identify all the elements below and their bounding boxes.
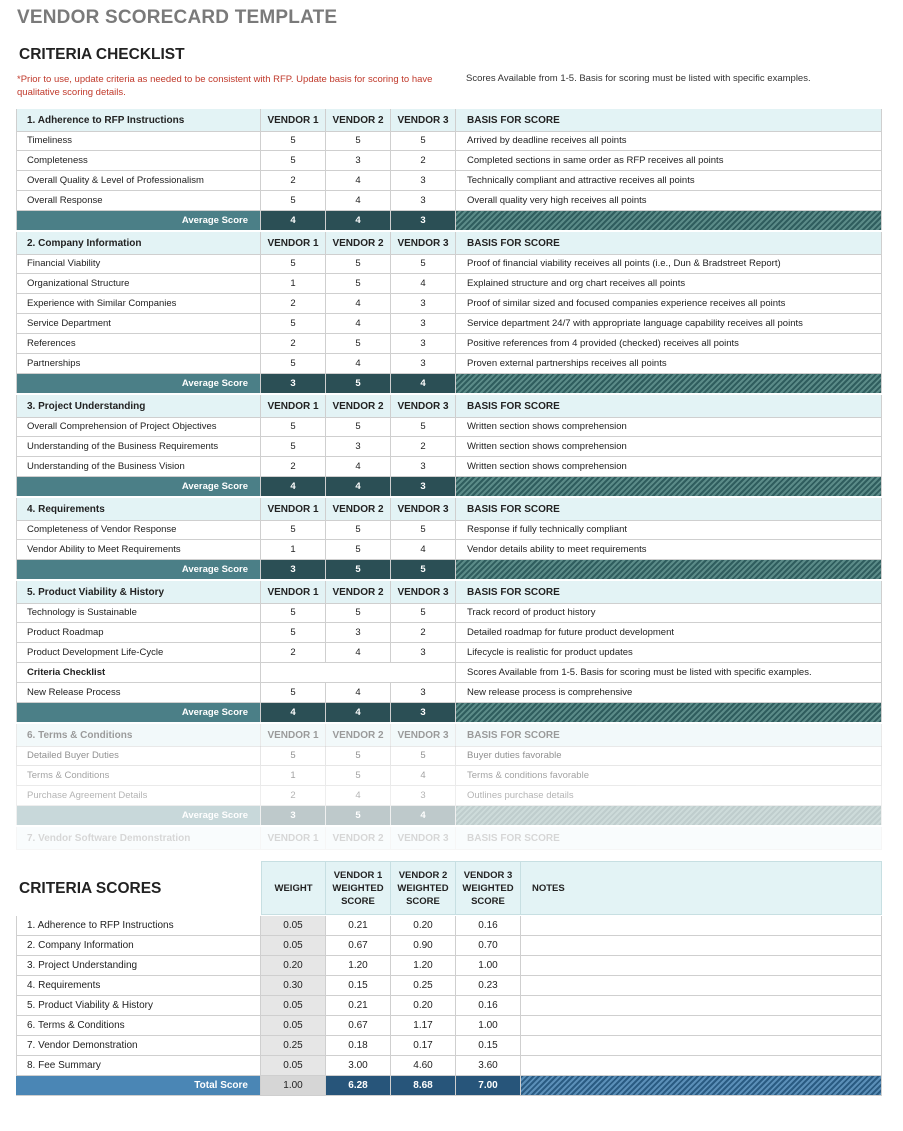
score-row bbox=[16, 916, 882, 936]
score-criteria-label: 5. Product Viability & History bbox=[16, 996, 261, 1016]
criteria-row bbox=[16, 457, 882, 477]
vendor3-weighted-score: 1.00 bbox=[456, 956, 521, 976]
criteria-label: Purchase Agreement Details bbox=[16, 786, 261, 805]
average-score-row bbox=[16, 703, 882, 723]
basis-text[interactable]: Response if fully technically compliant bbox=[456, 520, 882, 539]
score-row bbox=[16, 1056, 882, 1076]
weight-value[interactable]: 0.05 bbox=[261, 916, 326, 936]
vendor2-col-header: VENDOR 2 bbox=[326, 232, 391, 254]
vendor1-weighted-header: VENDOR 1 WEIGHTED SCORE bbox=[326, 861, 391, 915]
vendor2-score[interactable]: 5 bbox=[326, 766, 391, 785]
vendor3-average: 4 bbox=[391, 806, 456, 825]
vendor1-score[interactable]: 5 bbox=[261, 417, 326, 436]
vendor3-col-header: VENDOR 3 bbox=[391, 109, 456, 131]
vendor1-weighted-score: 0.67 bbox=[326, 1016, 391, 1036]
vendor1-score[interactable]: 1 bbox=[261, 766, 326, 785]
vendor1-score[interactable]: 5 bbox=[261, 603, 326, 622]
basis-text[interactable]: Detailed roadmap for future product development bbox=[456, 623, 882, 642]
criteria-row bbox=[16, 520, 882, 540]
section-title: 4. Requirements bbox=[16, 498, 261, 520]
weight-value[interactable]: 0.05 bbox=[261, 936, 326, 956]
vendor3-total: 7.00 bbox=[456, 1076, 521, 1096]
average-hatch bbox=[456, 477, 882, 496]
vendor2-weighted-score: 0.17 bbox=[391, 1036, 456, 1056]
vendor3-score[interactable]: 3 bbox=[391, 191, 456, 210]
vendor3-weighted-score: 0.16 bbox=[456, 996, 521, 1016]
score-row bbox=[16, 996, 882, 1016]
weight-value[interactable]: 0.05 bbox=[261, 1056, 326, 1076]
vendor2-score[interactable]: 3 bbox=[326, 151, 391, 170]
average-score-label: Average Score bbox=[16, 211, 261, 230]
vendor3-average: 3 bbox=[391, 211, 456, 230]
average-hatch bbox=[456, 703, 882, 722]
vendor3-score[interactable]: 5 bbox=[391, 254, 456, 273]
vendor1-score[interactable]: 5 bbox=[261, 520, 326, 539]
vendor3-score[interactable]: 3 bbox=[391, 643, 456, 662]
criteria-row bbox=[16, 766, 882, 786]
average-score-label: Average Score bbox=[16, 703, 261, 722]
vendor1-weighted-score: 0.21 bbox=[326, 996, 391, 1016]
vendor3-score[interactable]: 3 bbox=[391, 786, 456, 805]
score-criteria-label: 6. Terms & Conditions bbox=[16, 1016, 261, 1036]
basis-col-header: BASIS FOR SCORE bbox=[456, 724, 882, 746]
vendor3-score[interactable]: 3 bbox=[391, 683, 456, 702]
vendor2-score[interactable]: 5 bbox=[326, 746, 391, 765]
vendor1-col-header: VENDOR 1 bbox=[261, 395, 326, 417]
criteria-row bbox=[16, 603, 882, 623]
vendor2-weighted-score: 0.20 bbox=[391, 996, 456, 1016]
criteria-row bbox=[16, 643, 882, 663]
vendor3-weighted-score: 0.16 bbox=[456, 916, 521, 936]
criteria-label: Overall Response bbox=[16, 191, 261, 210]
vendor3-weighted-score: 1.00 bbox=[456, 1016, 521, 1036]
vendor1-score[interactable]: 2 bbox=[261, 643, 326, 662]
vendor2-score[interactable]: 5 bbox=[326, 274, 391, 293]
vendor3-col-header: VENDOR 3 bbox=[391, 724, 456, 746]
basis-text[interactable]: Technically compliant and attractive receives all points bbox=[456, 171, 882, 190]
vendor1-score[interactable]: 5 bbox=[261, 151, 326, 170]
page-title: VENDOR SCORECARD TEMPLATE bbox=[17, 7, 338, 28]
average-hatch bbox=[456, 374, 882, 393]
vendor1-col-header: VENDOR 1 bbox=[261, 827, 326, 849]
average-score-row bbox=[16, 560, 882, 580]
criteria-row bbox=[16, 294, 882, 314]
criteria-scores-title: CRITERIA SCORES bbox=[19, 879, 162, 897]
section-title: 6. Terms & Conditions bbox=[16, 724, 261, 746]
vendor1-score[interactable]: 2 bbox=[261, 294, 326, 313]
weight-header: WEIGHT bbox=[261, 861, 326, 915]
basis-text[interactable]: Track record of product history bbox=[456, 603, 882, 622]
vendor3-col-header: VENDOR 3 bbox=[391, 498, 456, 520]
vendor1-col-header: VENDOR 1 bbox=[261, 724, 326, 746]
vendor1-score[interactable]: 1 bbox=[261, 540, 326, 559]
vendor1-score[interactable]: 2 bbox=[261, 786, 326, 805]
criteria-label: New Release Process bbox=[16, 683, 261, 702]
vendor2-score[interactable]: 4 bbox=[326, 294, 391, 313]
score-row bbox=[16, 976, 882, 996]
score-row bbox=[16, 1016, 882, 1036]
basis-text[interactable]: Written section shows comprehension bbox=[456, 417, 882, 436]
criteria-label: Overall Quality & Level of Professionalism bbox=[16, 171, 261, 190]
notes-cell[interactable] bbox=[521, 916, 882, 936]
vendor2-total: 8.68 bbox=[391, 1076, 456, 1096]
vendor3-score[interactable]: 3 bbox=[391, 334, 456, 353]
basis-text[interactable]: Overall quality very high receives all points bbox=[456, 191, 882, 210]
vendor3-score[interactable]: 4 bbox=[391, 766, 456, 785]
notes-cell[interactable] bbox=[521, 1016, 882, 1036]
vendor2-weighted-score: 1.20 bbox=[391, 956, 456, 976]
vendor1-score[interactable]: 5 bbox=[261, 254, 326, 273]
vendor1-average: 3 bbox=[261, 374, 326, 393]
basis-text[interactable]: Terms & conditions favorable bbox=[456, 766, 882, 785]
criteria-label: Terms & Conditions bbox=[16, 766, 261, 785]
vendor2-score[interactable]: 4 bbox=[326, 786, 391, 805]
average-score-row bbox=[16, 806, 882, 826]
score-criteria-label: 4. Requirements bbox=[16, 976, 261, 996]
criteria-row bbox=[16, 417, 882, 437]
vendor2-score[interactable]: 4 bbox=[326, 191, 391, 210]
vendor3-col-header: VENDOR 3 bbox=[391, 827, 456, 849]
vendor3-average: 4 bbox=[391, 374, 456, 393]
vendor1-score[interactable]: 5 bbox=[261, 191, 326, 210]
criteria-label: Product Development Life-Cycle bbox=[16, 643, 261, 662]
average-score-label: Average Score bbox=[16, 477, 261, 496]
vendor2-score[interactable]: 4 bbox=[326, 457, 391, 476]
section-title: 7. Vendor Software Demonstration bbox=[16, 827, 261, 849]
vendor1-average: 4 bbox=[261, 211, 326, 230]
average-hatch bbox=[456, 211, 882, 230]
basis-text[interactable]: Written section shows comprehension bbox=[456, 457, 882, 476]
vendor2-score[interactable]: 4 bbox=[326, 314, 391, 333]
criteria-row bbox=[16, 191, 882, 211]
criteria-label: Understanding of the Business Vision bbox=[16, 457, 261, 476]
vendor1-score[interactable]: 5 bbox=[261, 623, 326, 642]
vendor3-score[interactable]: 2 bbox=[391, 623, 456, 642]
basis-text[interactable]: Proven external partnerships receives all points bbox=[456, 354, 882, 373]
vendor1-score[interactable]: 5 bbox=[261, 131, 326, 150]
section-header bbox=[16, 232, 882, 255]
vendor2-average: 4 bbox=[326, 477, 391, 496]
vendor3-score[interactable]: 3 bbox=[391, 294, 456, 313]
average-score-row bbox=[16, 374, 882, 394]
criteria-label: Financial Viability bbox=[16, 254, 261, 273]
vendor1-weighted-score: 3.00 bbox=[326, 1056, 391, 1076]
criteria-label: References bbox=[16, 334, 261, 353]
criteria-row bbox=[16, 746, 882, 766]
score-criteria-label: 1. Adherence to RFP Instructions bbox=[16, 916, 261, 936]
vendor2-score[interactable]: 4 bbox=[326, 683, 391, 702]
criteria-label: Timeliness bbox=[16, 131, 261, 150]
average-score-row bbox=[16, 211, 882, 231]
vendor3-weighted-score: 0.15 bbox=[456, 1036, 521, 1056]
basis-col-header: BASIS FOR SCORE bbox=[456, 232, 882, 254]
vendor2-score[interactable]: 5 bbox=[326, 520, 391, 539]
average-score-label: Average Score bbox=[16, 806, 261, 825]
total-weight: 1.00 bbox=[261, 1076, 326, 1096]
basis-text[interactable]: Outlines purchase details bbox=[456, 786, 882, 805]
vendor2-score[interactable]: 5 bbox=[326, 131, 391, 150]
vendor2-score[interactable]: 4 bbox=[326, 171, 391, 190]
average-hatch bbox=[456, 560, 882, 579]
criteria-row bbox=[16, 254, 882, 274]
vendor2-weighted-score: 0.25 bbox=[391, 976, 456, 996]
basis-text[interactable]: Written section shows comprehension bbox=[456, 437, 882, 456]
vendor3-average: 5 bbox=[391, 560, 456, 579]
basis-text: Scores Available from 1-5. Basis for scoring must be listed with specific examples. bbox=[456, 663, 882, 682]
vendor2-average: 5 bbox=[326, 560, 391, 579]
section-header bbox=[16, 581, 882, 604]
section-header bbox=[16, 395, 882, 418]
vendor3-score[interactable]: 2 bbox=[391, 437, 456, 456]
average-hatch bbox=[456, 806, 882, 825]
basis-col-header: BASIS FOR SCORE bbox=[456, 109, 882, 131]
notes-cell[interactable] bbox=[521, 1036, 882, 1056]
vendor3-score[interactable]: 5 bbox=[391, 520, 456, 539]
vendor1-col-header: VENDOR 1 bbox=[261, 581, 326, 603]
criteria-label: Completeness bbox=[16, 151, 261, 170]
criteria-label: Partnerships bbox=[16, 354, 261, 373]
vendor1-score[interactable]: 5 bbox=[261, 354, 326, 373]
vendor3-score[interactable]: 5 bbox=[391, 746, 456, 765]
vendor3-weighted-score: 0.70 bbox=[456, 936, 521, 956]
score-row bbox=[16, 1036, 882, 1056]
section-header bbox=[16, 827, 882, 850]
criteria-label: Detailed Buyer Duties bbox=[16, 746, 261, 765]
criteria-row bbox=[16, 354, 882, 374]
vendor2-score[interactable]: 3 bbox=[326, 437, 391, 456]
vendor3-score[interactable]: 5 bbox=[391, 417, 456, 436]
criteria-row bbox=[16, 663, 882, 683]
basis-text[interactable]: Arrived by deadline receives all points bbox=[456, 131, 882, 150]
vendor3-score[interactable]: 3 bbox=[391, 171, 456, 190]
notes-cell[interactable] bbox=[521, 1056, 882, 1076]
weight-value[interactable]: 0.20 bbox=[261, 956, 326, 976]
vendor2-weighted-header: VENDOR 2 WEIGHTED SCORE bbox=[391, 861, 456, 915]
vendor3-col-header: VENDOR 3 bbox=[391, 232, 456, 254]
vendor1-average: 4 bbox=[261, 477, 326, 496]
criteria-label: Criteria Checklist bbox=[16, 663, 261, 682]
total-score-label: Total Score bbox=[16, 1076, 261, 1096]
criteria-label: Organizational Structure bbox=[16, 274, 261, 293]
scoring-note: Scores Available from 1-5. Basis for scoring must be listed with specific examples. bbox=[466, 73, 811, 84]
vendor3-score[interactable]: 5 bbox=[391, 131, 456, 150]
vendor2-average: 4 bbox=[326, 211, 391, 230]
criteria-label: Overall Comprehension of Project Objectives bbox=[16, 417, 261, 436]
vendor1-col-header: VENDOR 1 bbox=[261, 498, 326, 520]
vendor1-weighted-score: 0.67 bbox=[326, 936, 391, 956]
criteria-label: Vendor Ability to Meet Requirements bbox=[16, 540, 261, 559]
notes-cell[interactable] bbox=[521, 956, 882, 976]
vendor2-col-header: VENDOR 2 bbox=[326, 827, 391, 849]
criteria-row bbox=[16, 314, 882, 334]
weight-value[interactable]: 0.05 bbox=[261, 996, 326, 1016]
criteria-row bbox=[16, 683, 882, 703]
vendor1-weighted-score: 0.21 bbox=[326, 916, 391, 936]
criteria-label: Product Roadmap bbox=[16, 623, 261, 642]
section-title: 2. Company Information bbox=[16, 232, 261, 254]
vendor1-score[interactable]: 1 bbox=[261, 274, 326, 293]
basis-col-header: BASIS FOR SCORE bbox=[456, 498, 882, 520]
score-criteria-label: 3. Project Understanding bbox=[16, 956, 261, 976]
vendor1-average: 3 bbox=[261, 806, 326, 825]
criteria-row bbox=[16, 623, 882, 643]
vendor2-score[interactable]: 5 bbox=[326, 254, 391, 273]
vendor1-weighted-score: 0.18 bbox=[326, 1036, 391, 1056]
basis-text[interactable]: Vendor details ability to meet requirements bbox=[456, 540, 882, 559]
total-score-row bbox=[16, 1076, 882, 1096]
average-score-label: Average Score bbox=[16, 374, 261, 393]
vendor3-weighted-score: 3.60 bbox=[456, 1056, 521, 1076]
vendor1-score[interactable]: 5 bbox=[261, 746, 326, 765]
vendor1-score[interactable]: 5 bbox=[261, 683, 326, 702]
section-header bbox=[16, 109, 882, 132]
vendor2-score[interactable]: 5 bbox=[326, 603, 391, 622]
vendor3-score[interactable]: 4 bbox=[391, 540, 456, 559]
basis-col-header: BASIS FOR SCORE bbox=[456, 581, 882, 603]
vendor3-score[interactable]: 4 bbox=[391, 274, 456, 293]
instruction-note: *Prior to use, update criteria as needed to be consistent with RFP. Update basis for scoring to have qualitative scoring details. bbox=[17, 74, 433, 98]
section-header bbox=[16, 724, 882, 747]
vendor2-weighted-score: 0.20 bbox=[391, 916, 456, 936]
vendor1-average: 3 bbox=[261, 560, 326, 579]
vendor3-average: 3 bbox=[391, 477, 456, 496]
vendor1-weighted-score: 1.20 bbox=[326, 956, 391, 976]
vendor2-weighted-score: 4.60 bbox=[391, 1056, 456, 1076]
section-title: 1. Adherence to RFP Instructions bbox=[16, 109, 261, 131]
basis-text[interactable]: New release process is comprehensive bbox=[456, 683, 882, 702]
basis-text[interactable]: Explained structure and org chart receives all points bbox=[456, 274, 882, 293]
vendor2-weighted-score: 0.90 bbox=[391, 936, 456, 956]
vendor2-average: 5 bbox=[326, 806, 391, 825]
vendor2-score[interactable]: 4 bbox=[326, 643, 391, 662]
vendor2-score[interactable]: 5 bbox=[326, 334, 391, 353]
basis-text[interactable]: Completed sections in same order as RFP receives all points bbox=[456, 151, 882, 170]
notes-cell[interactable] bbox=[521, 936, 882, 956]
vendor1-score[interactable]: 5 bbox=[261, 314, 326, 333]
notes-header: NOTES bbox=[521, 861, 882, 915]
criteria-row bbox=[16, 171, 882, 191]
total-hatch bbox=[521, 1076, 882, 1096]
section-subtitle: CRITERIA CHECKLIST bbox=[19, 46, 185, 63]
score-criteria-label: 8. Fee Summary bbox=[16, 1056, 261, 1076]
criteria-label: Technology is Sustainable bbox=[16, 603, 261, 622]
criteria-row bbox=[16, 274, 882, 294]
vendor3-average: 3 bbox=[391, 703, 456, 722]
criteria-scores-header bbox=[16, 861, 882, 915]
vendor1-average: 4 bbox=[261, 703, 326, 722]
vendor2-col-header: VENDOR 2 bbox=[326, 724, 391, 746]
vendor1-col-header: VENDOR 1 bbox=[261, 109, 326, 131]
vendor2-average: 4 bbox=[326, 703, 391, 722]
weight-value[interactable]: 0.30 bbox=[261, 976, 326, 996]
vendor3-score[interactable]: 3 bbox=[391, 314, 456, 333]
basis-text[interactable]: Lifecycle is realistic for product updates bbox=[456, 643, 882, 662]
criteria-label: Understanding of the Business Requirements bbox=[16, 437, 261, 456]
vendor1-total: 6.28 bbox=[326, 1076, 391, 1096]
vendor2-score[interactable]: 5 bbox=[326, 540, 391, 559]
criteria-row bbox=[16, 437, 882, 457]
vendor1-weighted-score: 0.15 bbox=[326, 976, 391, 996]
notes-cell[interactable] bbox=[521, 976, 882, 996]
basis-col-header: BASIS FOR SCORE bbox=[456, 827, 882, 849]
vendor3-score[interactable]: 3 bbox=[391, 354, 456, 373]
vendor2-weighted-score: 1.17 bbox=[391, 1016, 456, 1036]
section-title: 5. Product Viability & History bbox=[16, 581, 261, 603]
vendor2-score[interactable]: 3 bbox=[326, 623, 391, 642]
vendor3-score[interactable]: 3 bbox=[391, 457, 456, 476]
vendor2-col-header: VENDOR 2 bbox=[326, 581, 391, 603]
criteria-row bbox=[16, 786, 882, 806]
basis-text[interactable]: Proof of similar sized and focused companies experience receives all points bbox=[456, 294, 882, 313]
criteria-row bbox=[16, 334, 882, 354]
section-header bbox=[16, 498, 882, 521]
vendor2-col-header: VENDOR 2 bbox=[326, 498, 391, 520]
score-criteria-label: 7. Vendor Demonstration bbox=[16, 1036, 261, 1056]
vendor3-score[interactable]: 5 bbox=[391, 603, 456, 622]
vendor3-weighted-header: VENDOR 3 WEIGHTED SCORE bbox=[456, 861, 521, 915]
basis-text[interactable]: Positive references from 4 provided (checked) receives all points bbox=[456, 334, 882, 353]
weight-value[interactable]: 0.05 bbox=[261, 1016, 326, 1036]
weight-value[interactable]: 0.25 bbox=[261, 1036, 326, 1056]
basis-text[interactable]: Buyer duties favorable bbox=[456, 746, 882, 765]
score-row bbox=[16, 936, 882, 956]
criteria-row bbox=[16, 151, 882, 171]
merged-empty-cell bbox=[261, 663, 456, 682]
vendor2-col-header: VENDOR 2 bbox=[326, 395, 391, 417]
vendor3-weighted-score: 0.23 bbox=[456, 976, 521, 996]
vendor3-col-header: VENDOR 3 bbox=[391, 581, 456, 603]
criteria-row bbox=[16, 131, 882, 151]
basis-text[interactable]: Service department 24/7 with appropriate language capability receives all points bbox=[456, 314, 882, 333]
notes-cell[interactable] bbox=[521, 996, 882, 1016]
score-criteria-label: 2. Company Information bbox=[16, 936, 261, 956]
vendor2-col-header: VENDOR 2 bbox=[326, 109, 391, 131]
average-score-row bbox=[16, 477, 882, 497]
vendor2-average: 5 bbox=[326, 374, 391, 393]
vendor1-score[interactable]: 2 bbox=[261, 457, 326, 476]
vendor1-score[interactable]: 2 bbox=[261, 171, 326, 190]
score-row bbox=[16, 956, 882, 976]
section-title: 3. Project Understanding bbox=[16, 395, 261, 417]
vendor3-score[interactable]: 2 bbox=[391, 151, 456, 170]
criteria-label: Service Department bbox=[16, 314, 261, 333]
vendor2-score[interactable]: 4 bbox=[326, 354, 391, 373]
average-score-label: Average Score bbox=[16, 560, 261, 579]
criteria-row bbox=[16, 540, 882, 560]
vendor3-col-header: VENDOR 3 bbox=[391, 395, 456, 417]
basis-text[interactable]: Proof of financial viability receives all points (i.e., Dun & Bradstreet Report) bbox=[456, 254, 882, 273]
vendor2-score[interactable]: 5 bbox=[326, 417, 391, 436]
criteria-label: Experience with Similar Companies bbox=[16, 294, 261, 313]
criteria-label: Completeness of Vendor Response bbox=[16, 520, 261, 539]
vendor1-score[interactable]: 2 bbox=[261, 334, 326, 353]
basis-col-header: BASIS FOR SCORE bbox=[456, 395, 882, 417]
vendor1-score[interactable]: 5 bbox=[261, 437, 326, 456]
vendor1-col-header: VENDOR 1 bbox=[261, 232, 326, 254]
